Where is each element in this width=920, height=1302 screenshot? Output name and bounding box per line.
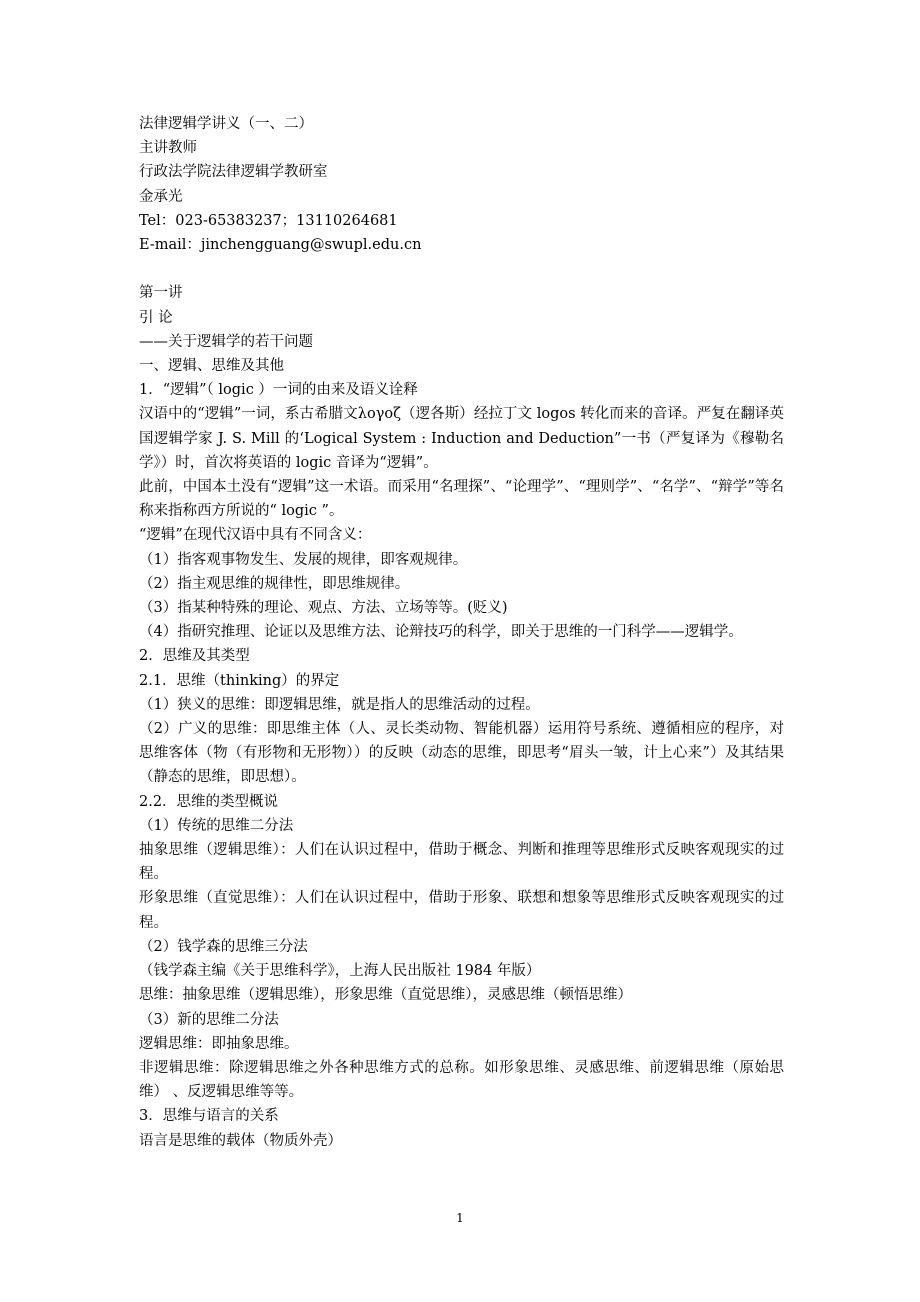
email: E-mail：jinchengguang@swupl.edu.cn — [139, 237, 422, 254]
paragraph: 非逻辑思维：除逻辑思维之外各种思维方式的总称。如形象思维、灵感思维、前逻辑思维（原始思维） 、反逻辑思维等等。 — [139, 1059, 784, 1101]
lecture-number: 第一讲 — [139, 285, 183, 302]
paragraph: 语言是思维的载体（物质外壳） — [139, 1132, 342, 1149]
document-page — [139, 112, 784, 1153]
page-number: 1 — [456, 1211, 464, 1225]
subsection-heading: 3．思维与语言的关系 — [139, 1108, 279, 1125]
lecture-title: 引 论 — [139, 309, 173, 326]
spacer — [139, 257, 784, 281]
paragraph: 抽象思维（逻辑思维）：人们在认识过程中，借助于概念、判断和推理等思维形式反映客观现实的过程。 — [139, 842, 784, 883]
list-item: （1）狭义的思维：即逻辑思维，就是指人的思维活动的过程。 — [139, 696, 540, 713]
list-item: （2）指主观思维的规律性，即思维规律。 — [139, 575, 410, 592]
list-item: （4）指研究推理、论证以及思维方法、论辩技巧的科学，即关于思维的一门科学——逻辑学。 — [139, 624, 743, 641]
list-item: （2）广义的思维：即思维主体（人、灵长类动物、智能机器）运用符号系统、遵循相应的程序，对思维客体（物（有形物和无形物））的反映（动态的思维，即思考“眉头一皱，计上心来”）及其结果（静态的思维，即思想）。 — [139, 721, 784, 786]
telephone: Tel：023-65383237；13110264681 — [139, 212, 398, 229]
list-item: （1）指客观事物发生、发展的规律，即客观规律。 — [139, 551, 468, 568]
list-item: （3）新的思维二分法 — [139, 1011, 279, 1028]
teacher-name: 金承光 — [139, 188, 183, 205]
list-item: （2）钱学森的思维三分法 — [139, 938, 308, 955]
subsection-heading: 2.2．思维的类型概说 — [139, 793, 279, 810]
paragraph: 此前，中国本土没有“逻辑”这一术语。而采用“名理探”、“论理学”、“理则学”、“名学”、“辩学”等名称来指称西方所说的“ logic ”。 — [139, 479, 784, 520]
list-item: （3）指某种特殊的理论、观点、方法、立场等等。(贬义) — [139, 600, 508, 617]
list-item: （1）传统的思维二分法 — [139, 817, 294, 834]
paragraph: 形象思维（直觉思维）：人们在认识过程中，借助于形象、联想和想象等思维形式反映客观现实的过程。 — [139, 890, 784, 931]
lecture-subtitle: ——关于逻辑学的若干问题 — [139, 333, 313, 350]
subsection-heading: 2．思维及其类型 — [139, 648, 250, 665]
paragraph: 思维：抽象思维（逻辑思维），形象思维（直觉思维），灵感思维（顿悟思维） — [139, 987, 632, 1004]
paragraph: 汉语中的“逻辑”一词，系古希腊文λογοζ（逻各斯）经拉丁文 logos 转化而来的音译。严复在翻译英国逻辑学家 J. S. Mill 的‘Logical System : Induction and Deduction”一书（严复译为《穆勒名学》）时，首次将英语的 logic 音译为“逻辑”。 — [139, 406, 784, 471]
section-heading: 一、逻辑、思维及其他 — [139, 358, 284, 375]
lecturer-role: 主讲教师 — [139, 140, 197, 157]
subsection-heading: 2.1．思维（thinking）的界定 — [139, 672, 340, 689]
citation: （钱学森主编《关于思维科学》，上海人民出版社 1984 年版） — [139, 963, 541, 980]
paragraph: 逻辑思维：即抽象思维。 — [139, 1035, 299, 1052]
document-title: 法律逻辑学讲义（一、二） — [139, 116, 313, 132]
department: 行政法学院法律逻辑学教研室 — [139, 164, 328, 181]
paragraph: “逻辑”在现代汉语中具有不同含义： — [139, 527, 372, 544]
subsection-heading: 1．“逻辑”（ logic ）一词的由来及语义诠释 — [139, 382, 418, 399]
